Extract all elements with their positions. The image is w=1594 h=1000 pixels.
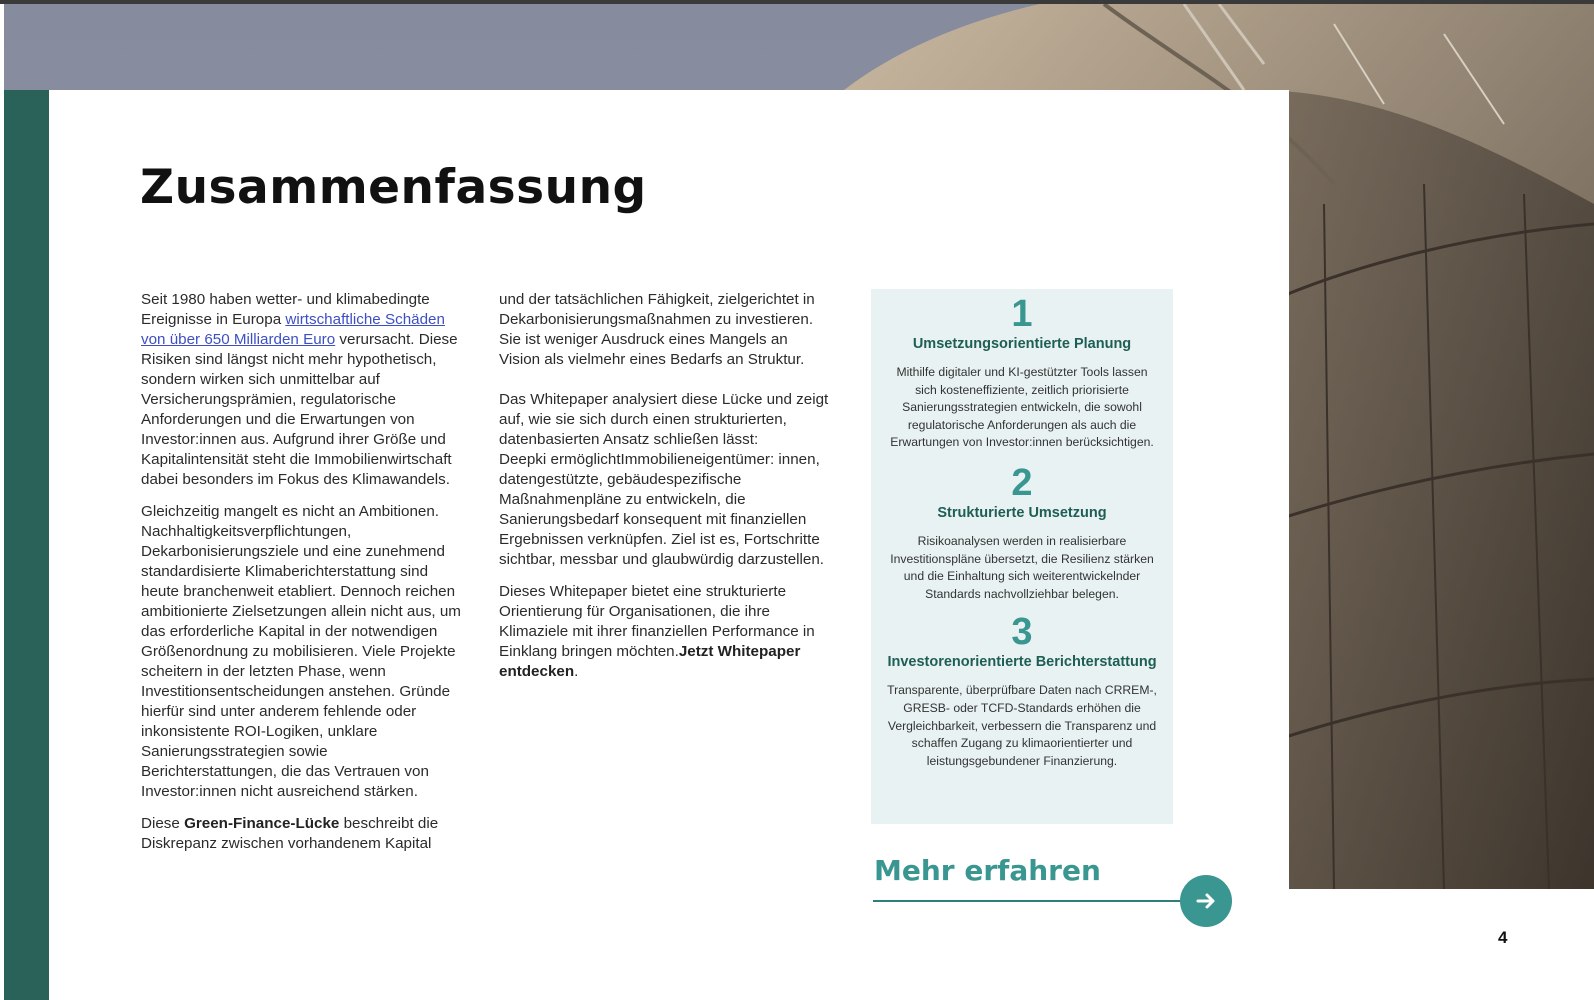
text: Dieses Whitepaper bietet eine strukturierte Orientierung für Organisationen, die ihre Klimaziele mit ihrer finanziellen Performance in Einklang bringen möchten. (499, 583, 815, 660)
text: verursacht. Diese Risiken sind längst nicht mehr hypothetisch, sondern wirken sich unmittelbar auf Versicherungsprämien, regulatorische Anforderungen und die Erwartungen von Investor:innen aus. Aufgrund ihrer Größe und Kapitalintensität steht die Immobilienwirtschaft dabei besonders im Fokus des Klimawandels. (141, 331, 458, 488)
step-text: Mithilfe digitaler und KI-gestützter Tools lassen sich kosteneffiziente, zeitlich priorisierte Sanierungsstrategien entwickeln, die sowohl regulatorische Anforderungen als auch die Erwartungen von Investor:innen berücksichtigen. (890, 365, 1154, 450)
text: . (574, 663, 579, 680)
step-number: 2 (1011, 461, 1033, 504)
text-column-1 (141, 290, 461, 866)
paragraph (499, 582, 831, 682)
cta-underline (873, 900, 1183, 902)
learn-more-button[interactable] (1180, 875, 1232, 927)
page-number: 4 (1498, 928, 1508, 947)
paragraph: Das Whitepaper analysiert diese Lücke und zeigt auf, wie sie sich durch einen strukturierten, datenbasierten Ansatz schließen lässt: (499, 391, 829, 448)
brand-sidebar-bar (4, 90, 49, 1000)
paragraph: Gleichzeitig mangelt es nicht an Ambitionen. Nachhaltigkeitsverpflichtungen, Dekarbonisierungsziele und eine zunehmend standardisierte Klimaberichterstattung sind heute branchenweit etabliert. Dennoch reichen ambitionierte Zielsetzungen allein nicht aus, um das erforderliche Kapital in der notwendigen Größenordnung zu mobilisieren. Viele Projekte scheitern in der letzten Phase, wenn Investitionsentscheidungen anstehen. Gründe hierfür sind unter anderem fehlende oder inkonsistente ROI-Logiken, unklare Sanierungsstrategien sowie Berichterstattungen, die das Vertrauen von Investor:innen nicht ausreichend stärken. (141, 503, 461, 800)
paragraph: Deepki ermöglichtImmobilieneigentümer: innen, datengestützte, gebäudespezifische Maßnahmenpläne zu entwickeln, die Sanierungsbedarf konsequent mit finanziellen Ergebnissen verknüpfen. Ziel ist es, Fortschritte sichtbar, messbar und glaubwürdig darzustellen. (499, 451, 825, 568)
steps-panel (871, 289, 1173, 824)
text: Seit 1980 haben wetter- und klimabedingte Ereignisse in Europa (141, 291, 430, 328)
step-title: Umsetzungsorientierte Planung (912, 336, 1132, 352)
text: Diese (141, 815, 185, 832)
text: beschreibt die Diskrepanz zwischen vorhandenem Kapital (141, 815, 439, 852)
step-text: Transparente, überprüfbare Daten nach CRREM-, GRESB- oder TCFD-Standards erhöhen die Vergleichbarkeit, verbessern die Transparenz und schaffen Zugang zu klimaorientierter und leistungsgebundener Finanzierung. (887, 683, 1157, 768)
paragraph (141, 290, 461, 490)
emphasis: Green-Finance-Lücke (184, 815, 340, 832)
step-item (871, 294, 1173, 452)
damage-statistic-link[interactable]: wirtschaftliche Schäden von über 650 Milliarden Euro (141, 311, 445, 348)
arrow-right-icon (1195, 890, 1217, 912)
step-title: Investorenorientierte Berichterstattung (887, 654, 1157, 671)
emphasis: Jetzt Whitepaper entdecken (499, 643, 801, 680)
paragraph: und der tatsächlichen Fähigkeit, zielgerichtet in Dekarbonisierungsmaßnahmen zu investieren. Sie ist weniger Ausdruck eines Mangels an Vision als vielmehr eines Bedarfs an Struktur. (499, 291, 815, 368)
step-title: Strukturierte Umsetzung (937, 504, 1107, 521)
step-text: Risikoanalysen werden in realisierbare Investitionspläne übersetzt, die Resilienz stärken und die Einhaltung sich weiterentwickelnder Standards nachvollziehbar belegen. (890, 533, 1154, 601)
step-item (871, 612, 1173, 770)
step-number: 1 (1011, 293, 1033, 335)
step-item (871, 463, 1173, 603)
page-title: Zusammenfassung (140, 160, 647, 215)
learn-more-cta[interactable] (873, 854, 1233, 934)
learn-more-label[interactable]: Mehr erfahren (874, 854, 1101, 887)
text-column-2 (499, 290, 831, 694)
paragraph (141, 814, 461, 854)
step-number: 3 (1011, 611, 1033, 654)
